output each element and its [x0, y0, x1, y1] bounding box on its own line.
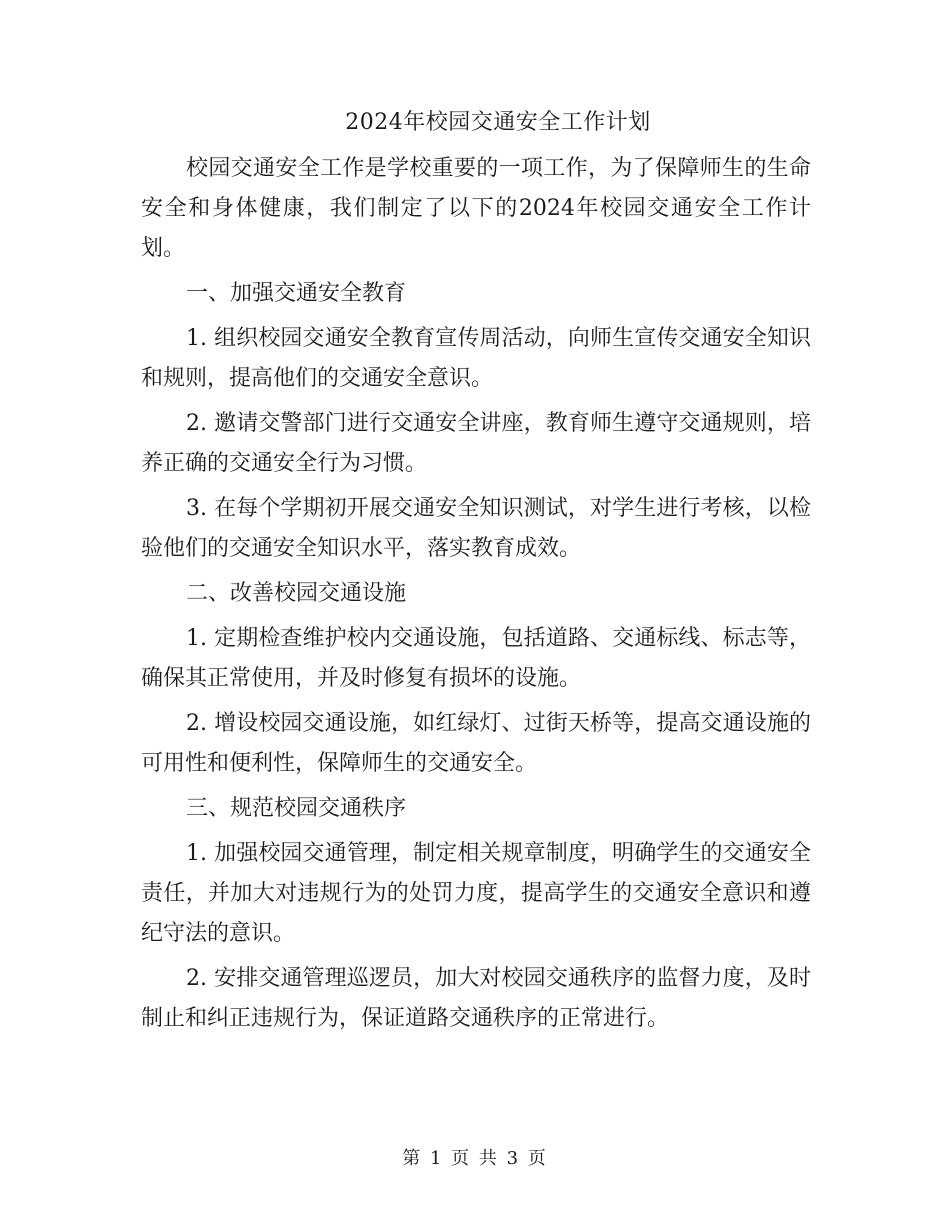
section-1-item-2: 2. 邀请交警部门进行交通安全讲座，教育师生遵守交通规则，培养正确的交通安全行为习惯。	[141, 411, 811, 476]
document-title: 2024年校园交通安全工作计划	[345, 110, 651, 135]
section-3-item-2: 2. 安排交通管理巡逻员，加大对校园交通秩序的监督力度，及时制止和纠正违规行为，保证道路交通秩序的正常进行。	[141, 966, 811, 1031]
section-3-item-1: 1. 加强校园交通管理，制定相关规章制度，明确学生的交通安全责任，并加大对违规行为的处罚力度，提高学生的交通安全意识和遵纪守法的意识。	[141, 841, 811, 946]
section-2-item-1: 1. 定期检查维护校内交通设施，包括道路、交通标线、标志等，确保其正常使用，并及时修复有损坏的设施。	[141, 626, 811, 691]
section-2-item-2: 2. 增设校园交通设施，如红绿灯、过街天桥等，提高交通设施的可用性和便利性，保障师生的交通安全。	[141, 711, 811, 776]
section-heading-1: 一、加强交通安全教育	[186, 281, 407, 306]
document-body	[141, 149, 811, 1044]
section-heading-3: 三、规范校园交通秩序	[186, 796, 407, 821]
page-number-footer: 第 1 页 共 3 页	[402, 1148, 548, 1169]
section-1-item-3: 3. 在每个学期初开展交通安全知识测试，对学生进行考核，以检验他们的交通安全知识水平，落实教育成效。	[141, 496, 811, 561]
intro-paragraph: 校园交通安全工作是学校重要的一项工作，为了保障师生的生命安全和身体健康，我们制定了以下的2024年校园交通安全工作计划。	[141, 156, 811, 261]
section-heading-2: 二、改善校园交通设施	[186, 581, 407, 606]
section-1-item-1: 1. 组织校园交通安全教育宣传周活动，向师生宣传交通安全知识和规则，提高他们的交通安全意识。	[141, 326, 811, 391]
